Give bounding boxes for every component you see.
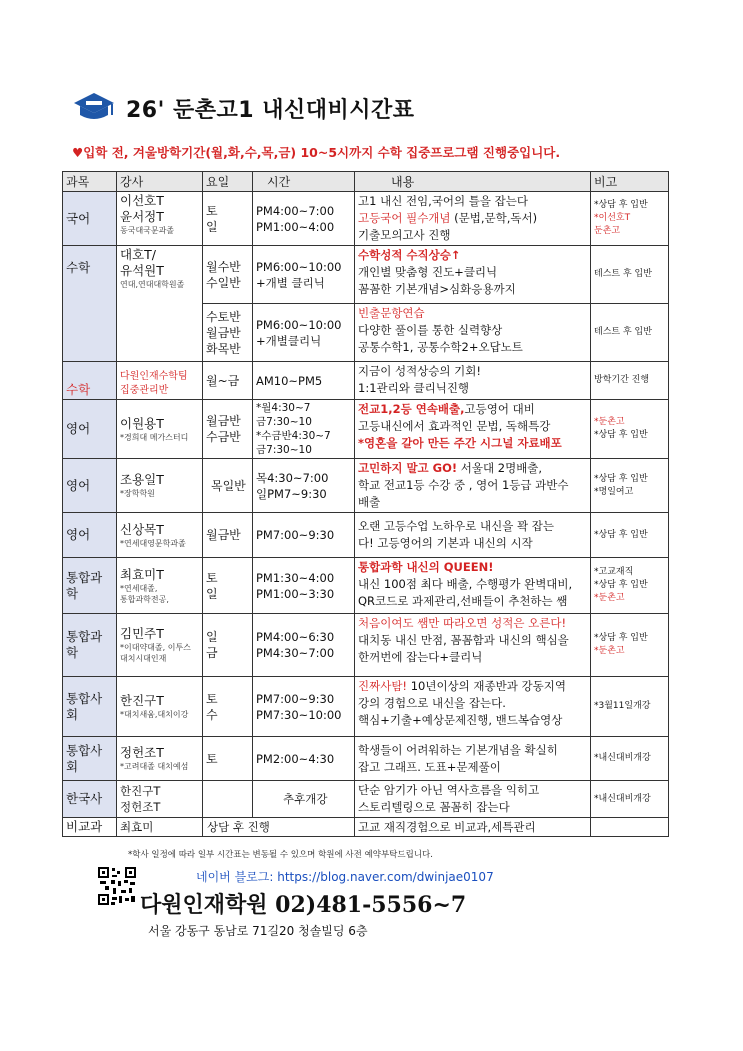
table-row bbox=[63, 400, 669, 459]
note-cell bbox=[591, 818, 669, 837]
note-cell: 방학기간 진행 bbox=[591, 362, 669, 400]
time-cell: PM6:00~10:00 +개별 클리닉 bbox=[253, 246, 355, 304]
blog-link[interactable]: 네이버 블로그: https://blog.naver.com/dwinjae0107 bbox=[196, 870, 494, 884]
header-subject: 과목 bbox=[63, 172, 117, 192]
subject-cell: 수학 bbox=[63, 246, 117, 362]
day-cell: 월금반 bbox=[203, 513, 253, 558]
day-cell: 토 일 bbox=[203, 192, 253, 246]
note-cell: *고교재직 *상담 후 입반 *둔촌고 bbox=[591, 558, 669, 614]
subject-cell: 국어 bbox=[63, 192, 117, 246]
teacher-cell: 신상목T *연세대영문학과졸 bbox=[117, 513, 203, 558]
teacher-cell: 최효미 bbox=[117, 818, 203, 837]
header-content: 내용 bbox=[355, 172, 591, 192]
subject-cell: 통합과학 bbox=[63, 558, 117, 614]
day-cell: 월금반 수금반 bbox=[203, 400, 253, 459]
table-row bbox=[63, 246, 669, 304]
day-cell: 월수반 수일반 bbox=[203, 246, 253, 304]
table-row bbox=[63, 614, 669, 677]
note-cell: *내신대비개강 bbox=[591, 737, 669, 781]
day-cell: 목일반 bbox=[203, 459, 253, 513]
teacher-cell: 한진구T 정헌조T bbox=[117, 781, 203, 818]
teacher-cell: 최효미T *연세대졸, 통합과학전공, bbox=[117, 558, 203, 614]
time-cell: PM7:00~9:30 bbox=[253, 513, 355, 558]
content-cell: 처음이여도 쌤만 따라오면 성적은 오른다! 대치동 내신 만점, 꼼꼼함과 내신의 핵심을 한꺼번에 잡는다+클리닉 bbox=[355, 614, 591, 677]
note-cell: 테스트 후 입반 bbox=[591, 246, 669, 304]
content-cell: 고민하지 말고 GO! 서울대 2명배출, 학교 전교1등 수강 중 , 영어 1등급 과반수 배출 bbox=[355, 459, 591, 513]
content-cell: 통합과학 내신의 QUEEN! 내신 100점 최다 배출, 수행평가 완벽대비, QR코드로 과제관리,선배들이 추천하는 쌤 bbox=[355, 558, 591, 614]
time-cell: 상담 후 진행 bbox=[203, 818, 355, 837]
subject-cell: 한국사 bbox=[63, 781, 117, 818]
header-note: 비고 bbox=[591, 172, 669, 192]
time-cell: 목4:30~7:00 일PM7~9:30 bbox=[253, 459, 355, 513]
time-cell: PM6:00~10:00 +개별클리닉 bbox=[253, 304, 355, 362]
content-cell: 전교1,2등 연속배출,고등영어 대비 고등내신에서 효과적인 문법, 독해특강 *영혼을 갈아 만든 주간 시그널 자료배포 bbox=[355, 400, 591, 459]
notice-banner: ♥입학 전, 겨울방학기간(월,화,수,목,금) 10~5시까지 수학 집중프로그램 진행중입니다. bbox=[72, 145, 561, 160]
subject-cell: 통합과학 bbox=[63, 614, 117, 677]
content-cell: 지금이 성적상승의 기회! 1:1관리와 클리닉진행 bbox=[355, 362, 591, 400]
header-teacher: 강사 bbox=[117, 172, 203, 192]
teacher-cell: 김민주T *이대약대졸, 이투스 대치시대인재 bbox=[117, 614, 203, 677]
teacher-cell: 정헌조T *고려대졸 대치예섬 bbox=[117, 737, 203, 781]
teacher-cell: 다원인재수학팀 집중관리반 bbox=[117, 362, 203, 400]
day-cell: 토 bbox=[203, 737, 253, 781]
table-header-row bbox=[63, 172, 669, 192]
header-time: 시간 bbox=[253, 172, 355, 192]
note-cell: *내신대비개강 bbox=[591, 781, 669, 818]
time-cell: AM10~PM5 bbox=[253, 362, 355, 400]
header-day: 요일 bbox=[203, 172, 253, 192]
content-cell: 학생들이 어려워하는 기본개념을 확실히 잡고 그래프. 도표+문제풀이 bbox=[355, 737, 591, 781]
teacher-cell: 한진구T *대치새움,대치이강 bbox=[117, 677, 203, 737]
day-cell: 수토반 월금반 화목반 bbox=[203, 304, 253, 362]
note-cell: *둔촌고 *상담 후 입반 bbox=[591, 400, 669, 459]
academy-logo-icon bbox=[72, 91, 116, 125]
content-cell: 오랜 고등수업 노하우로 내신을 꽉 잡는 다! 고등영어의 기본과 내신의 시작 bbox=[355, 513, 591, 558]
content-cell: 고1 내신 전임,국어의 틀을 잡는다 고등국어 필수개념 (문법,문학,독서) 기출모의고사 진행 bbox=[355, 192, 591, 246]
table-row bbox=[63, 362, 669, 400]
qr-code-icon bbox=[97, 866, 137, 906]
time-cell: PM1:30~4:00 PM1:00~3:30 bbox=[253, 558, 355, 614]
time-cell: PM2:00~4:30 bbox=[253, 737, 355, 781]
page-header bbox=[72, 90, 415, 126]
content-cell: 수학성적 수직상승↑ 개인별 맞춤형 진도+클리닉 꼼꼼한 기본개념>심화응용까지 bbox=[355, 246, 591, 304]
teacher-cell: 이원용T *경희대 메가스터디 bbox=[117, 400, 203, 459]
subject-cell: 통합사회 bbox=[63, 677, 117, 737]
time-cell: 추후개강 bbox=[253, 781, 355, 818]
content-cell: 빈출문항연습 다양한 풀이를 통한 실력향상 공통수학1, 공통수학2+오답노트 bbox=[355, 304, 591, 362]
table-row bbox=[63, 677, 669, 737]
day-cell bbox=[203, 781, 253, 818]
day-cell: 일 금 bbox=[203, 614, 253, 677]
note-cell: *상담 후 입반 *이선호T 둔촌고 bbox=[591, 192, 669, 246]
note-cell: *상담 후 입반 *명일여고 bbox=[591, 459, 669, 513]
teacher-cell: 조용일T *장학학원 bbox=[117, 459, 203, 513]
time-cell: PM4:00~6:30 PM4:30~7:00 bbox=[253, 614, 355, 677]
academy-address: 서울 강동구 동남로 71길20 청솔빌딩 6층 bbox=[148, 924, 368, 938]
time-cell: PM4:00~7:00 PM1:00~4:00 bbox=[253, 192, 355, 246]
content-cell: 진짜사탐! 10년이상의 재종반과 강동지역 강의 경험으로 내신을 잡는다. 핵심+기출+예상문제진행, 밴드복습영상 bbox=[355, 677, 591, 737]
time-cell: PM7:00~9:30 PM7:30~10:00 bbox=[253, 677, 355, 737]
table-row bbox=[63, 513, 669, 558]
table-row bbox=[63, 818, 669, 837]
subject-cell: 영어 bbox=[63, 459, 117, 513]
schedule-table bbox=[62, 171, 669, 837]
note-cell: 테스트 후 입반 bbox=[591, 304, 669, 362]
table-row bbox=[63, 558, 669, 614]
note-cell: *3월11일개강 bbox=[591, 677, 669, 737]
teacher-cell: 이선호T 윤서정T 동국대국문과졸 bbox=[117, 192, 203, 246]
table-row bbox=[63, 192, 669, 246]
subject-cell: 비교과 bbox=[63, 818, 117, 837]
subject-cell: 통합사회 bbox=[63, 737, 117, 781]
day-cell: 토 수 bbox=[203, 677, 253, 737]
table-row bbox=[63, 781, 669, 818]
subject-cell: 영어 bbox=[63, 400, 117, 459]
academy-phone: 다원인재학원 02)481-5556~7 bbox=[140, 892, 467, 918]
table-row bbox=[63, 737, 669, 781]
content-cell: 고교 재직경험으로 비교과,세특관리 bbox=[355, 818, 591, 837]
teacher-cell: 대호T/ 유석원T 연대,연대대학원졸 bbox=[117, 246, 203, 362]
subject-cell: 수학 bbox=[63, 362, 117, 400]
page-title: 26' 둔촌고1 내신대비시간표 bbox=[126, 97, 415, 123]
day-cell: 토 일 bbox=[203, 558, 253, 614]
note-cell: *상담 후 입반 bbox=[591, 513, 669, 558]
content-cell: 단순 암기가 아닌 역사흐름을 익히고 스토리텔링으로 꼼꼼히 잡는다 bbox=[355, 781, 591, 818]
time-cell: *월4:30~7 금7:30~10 *수금반4:30~7 금7:30~10 bbox=[253, 400, 355, 459]
day-cell: 월~금 bbox=[203, 362, 253, 400]
table-row bbox=[63, 459, 669, 513]
footnote: *학사 일정에 따라 일부 시간표는 변동될 수 있으며 학원에 사전 예약부탁드립니다. bbox=[128, 850, 433, 860]
subject-cell: 영어 bbox=[63, 513, 117, 558]
note-cell: *상담 후 입반 *둔촌고 bbox=[591, 614, 669, 677]
